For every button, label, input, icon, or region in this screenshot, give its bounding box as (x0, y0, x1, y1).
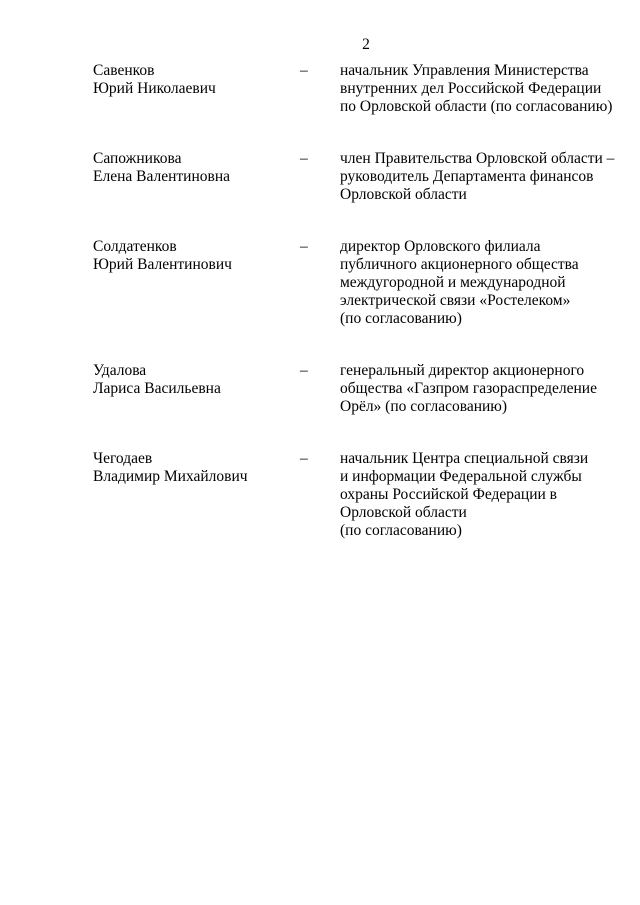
member-given-name: Владимир Михайлович (93, 468, 248, 485)
position-line: руководитель Департамента финансов (340, 168, 594, 185)
position-line: Орловской области (340, 186, 467, 203)
member-name (93, 150, 293, 186)
entry-dash: – (300, 450, 308, 467)
entry-dash: – (300, 238, 308, 255)
position-line: электрической связи «Ростелеком» (340, 292, 571, 309)
position-line: и информации Федеральной службы (340, 468, 582, 485)
member-position (340, 450, 625, 540)
member-entry (0, 362, 640, 416)
position-line: внутренних дел Российской Федерации (340, 80, 602, 97)
member-name (93, 362, 293, 398)
member-given-name: Юрий Валентинович (93, 256, 232, 273)
page-number: 2 (362, 36, 370, 53)
position-line: публичного акционерного общества (340, 256, 579, 273)
position-line: охраны Российской Федерации в (340, 486, 557, 503)
member-name (93, 62, 293, 98)
member-name (93, 450, 293, 486)
position-line: генеральный директор акционерного (340, 362, 585, 379)
member-surname: Сапожникова (93, 150, 182, 167)
position-line: (по согласованию) (340, 310, 462, 327)
entry-dash: – (300, 150, 308, 167)
member-position (340, 238, 625, 328)
entry-dash: – (300, 362, 308, 379)
position-line: Орёл» (по согласованию) (340, 398, 508, 415)
position-line: по Орловской области (по согласованию) (340, 98, 613, 115)
member-entry (0, 150, 640, 204)
position-line: директор Орловского филиала (340, 238, 541, 255)
member-given-name: Елена Валентиновна (93, 168, 231, 185)
member-name (93, 238, 293, 274)
member-given-name: Лариса Васильевна (93, 380, 221, 397)
member-surname: Савенков (93, 62, 155, 79)
member-entry (0, 450, 640, 540)
position-line: (по согласованию) (340, 522, 462, 539)
member-position (340, 62, 625, 116)
member-entry (0, 238, 640, 328)
position-line: начальник Управления Министерства (340, 62, 589, 79)
member-surname: Удалова (93, 362, 147, 379)
member-list (0, 62, 640, 574)
member-entry (0, 62, 640, 116)
position-line: междугородной и международной (340, 274, 566, 291)
position-line: общества «Газпром газораспределение (340, 380, 597, 397)
member-surname: Чегодаев (93, 450, 153, 467)
entry-dash: – (300, 62, 308, 79)
position-line: член Правительства Орловской области – (340, 150, 615, 167)
position-line: начальник Центра специальной связи (340, 450, 589, 467)
member-surname: Солдатенков (93, 238, 177, 255)
member-position (340, 150, 625, 204)
position-line: Орловской области (340, 504, 467, 521)
member-position (340, 362, 625, 416)
member-given-name: Юрий Николаевич (93, 80, 216, 97)
